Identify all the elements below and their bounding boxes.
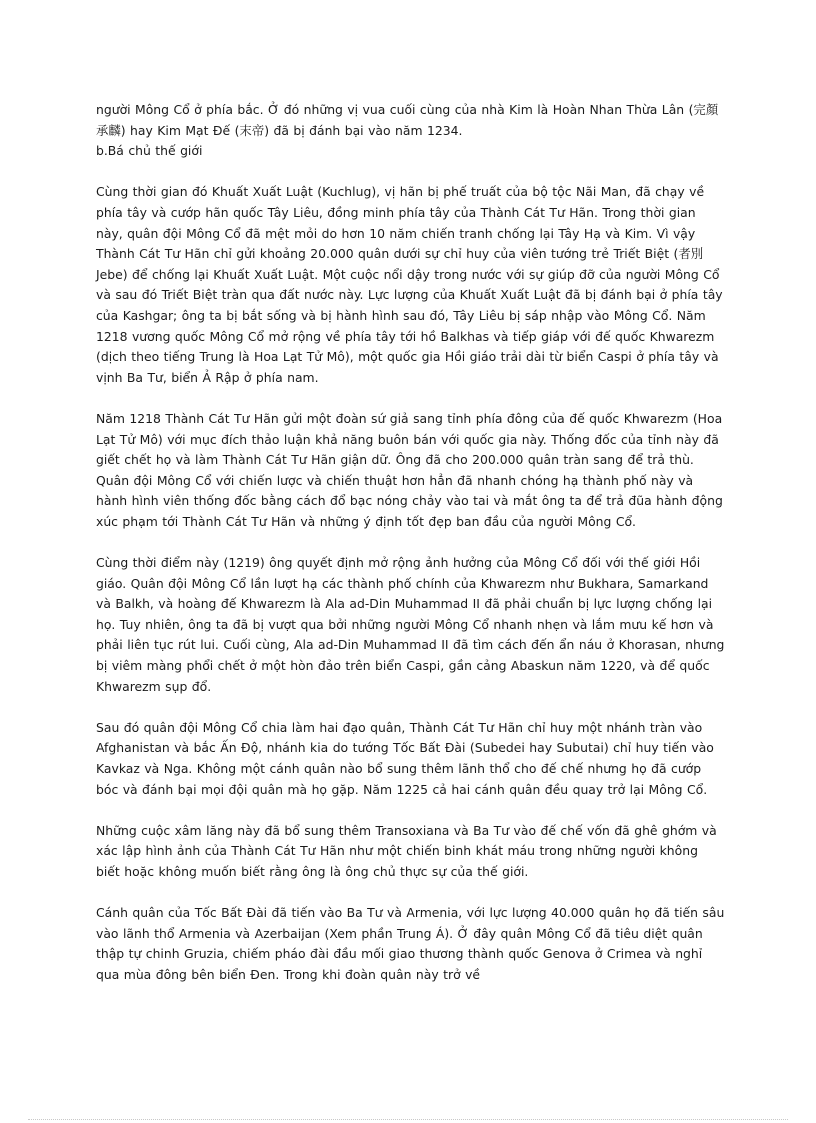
paragraph-islamic-world: Cùng thời điểm này (1219) ông quyết định mở rộng ảnh hưởng của Mông Cổ đối với thế giới Hồi giáo. Quân đội Mông Cổ lần lượt hạ các thành phố chính của Khwarezm như Bukhara, Samarkand và Balkh, và hoàng đế Khwarezm là Ala ad-Din Muhammad II đã phải chuẩn bị lực lượng chống lại họ. Tuy nhiên, ông ta đã bị vượt qua bởi những người Mông Cổ nhanh nhẹn và lắm mưu kế hơn và phải liên tục rút lui. Cuối cùng, Ala ad-Din Muhammad II đã tìm cách đến ẩn náu ở Khorasan, nhưng bị viêm màng phổi chết ở một hòn đảo trên biển Caspi, gần cảng Abaskun năm 1220, và để quốc Khwarezm sụp đổ. bbox=[96, 555, 725, 694]
paragraph-gap bbox=[96, 800, 726, 821]
section-heading: b.Bá chủ thế giới bbox=[96, 143, 203, 159]
document-body bbox=[96, 100, 726, 986]
paragraph-intro: người Mông Cổ ở phía bắc. Ở đó những vị vua cuối cùng của nhà Kim là Hoàn Nhan Thừa Lân (完顏承麟) hay Kim Mạt Đế (末帝) đã bị đánh bại vào năm 1234. bbox=[96, 102, 719, 138]
paragraph-gap bbox=[96, 883, 726, 904]
paragraph-gap bbox=[96, 697, 726, 718]
paragraph-khwarezm-envoys: Năm 1218 Thành Cát Tư Hãn gửi một đoàn sứ giả sang tỉnh phía đông của đế quốc Khwarezm (Hoa Lạt Tử Mô) với mục đích thảo luận khả năng buôn bán với quốc gia này. Thống đốc của tỉnh này đã giết chết họ và làm Thành Cát Tư Hãn giận dữ. Ông đã cho 200.000 quân tràn sang để trả thù. Quân đội Mông Cổ với chiến lược và chiến thuật hơn hẳn đã nhanh chóng hạ thành phố này và hành hình viên thống đốc bằng cách đổ bạc nóng chảy vào tai và mắt ông ta để trả đũa hành động xúc phạm tới Thành Cát Tư Hãn và những ý định tốt đẹp ban đầu của người Mông Cổ. bbox=[96, 410, 723, 529]
page-bottom-divider bbox=[28, 1119, 788, 1120]
paragraph-two-armies: Sau đó quân đội Mông Cổ chia làm hai đạo quân, Thành Cát Tư Hãn chỉ huy một nhánh tràn vào Afghanistan và bắc Ấn Độ, nhánh kia do tướng Tốc Bất Đài (Subedei hay Subutai) chỉ huy tiến vào Kavkaz và Nga. Không một cánh quân nào bổ sung thêm lãnh thổ cho đế chế nhưng họ đã cướp bóc và đánh bại mọi đội quân mà họ gặp. Năm 1225 cả hai cánh quân đều quay trở lại Mông Cổ. bbox=[96, 719, 714, 797]
paragraph-gap bbox=[96, 388, 726, 409]
paragraph-invasions: Những cuộc xâm lăng này đã bổ sung thêm Transoxiana và Ba Tư vào đế chế vốn đã ghê ghớm và xác lập hình ảnh của Thành Cát Tư Hãn như một chiến binh khát máu trong những người không biết hoặc không muốn biết rằng ông là ông chủ thực sự của thế giới. bbox=[96, 822, 717, 879]
paragraph-subutai: Cánh quân của Tốc Bất Đài đã tiến vào Ba Tư và Armenia, với lực lượng 40.000 quân họ đã tiến sâu vào lãnh thổ Armenia và Azerbaijan (Xem phần Trung Á). Ở đây quân Mông Cổ đã tiêu diệt quân thập tự chinh Gruzia, chiếm pháo đài đầu mối giao thương thành quốc Genova ở Crimea và nghỉ qua mùa đông bên biển Đen. Trong khi đoàn quân này trở về bbox=[96, 905, 725, 982]
paragraph-gap bbox=[96, 162, 726, 183]
paragraph-gap bbox=[96, 532, 726, 553]
paragraph-kuchlug: Cùng thời gian đó Khuất Xuất Luật (Kuchlug), vị hãn bị phế truất của bộ tộc Nãi Man, đã chạy về phía tây và cướp hãn quốc Tây Liêu, đồng minh phía tây của Thành Cát Tư Hãn. Trong thời gian này, quân đội Mông Cổ đã mệt mỏi do hơn 10 năm chiến tranh chống lại Tây Hạ và Kim. Vì vậy Thành Cát Tư Hãn chỉ gửi khoảng 20.000 quân dưới sự chỉ huy của viên tướng trẻ Triết Biệt (者別 Jebe) để chống lại Khuất Xuất Luật. Một cuộc nổi dậy trong nước với sự giúp đỡ của người Mông Cổ và sau đó Triết Biệt tràn qua đất nước này. Lực lượng của Khuất Xuất Luật đã bị đánh bại ở phía tây của Kashgar; ông ta bị bắt sống và bị hành hình sau đó, Tây Liêu bị sáp nhập vào Mông Cổ. Năm 1218 vương quốc Mông Cổ mở rộng về phía tây tới hồ Balkhas và tiếp giáp với đế quốc Khwarezm (dịch theo tiếng Trung là Hoa Lạt Tử Mô), một quốc gia Hồi giáo trải dài từ biển Caspi ở phía tây và vịnh Ba Tư, biển Ả Rập ở phía nam. bbox=[96, 184, 723, 385]
